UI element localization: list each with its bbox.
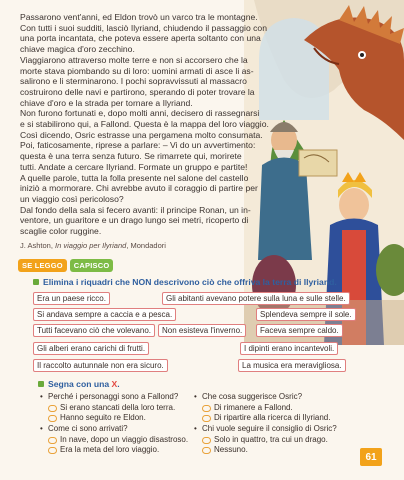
answer-option[interactable] <box>48 445 188 455</box>
checkbox-oval-icon[interactable] <box>202 405 211 412</box>
option-text: Di ripartire alla ricerca di Ilyriand. <box>214 413 331 422</box>
question-column-right <box>194 392 337 455</box>
instruction-mark: X <box>111 379 118 389</box>
answer-option[interactable] <box>48 435 188 445</box>
exercise2-instruction <box>38 379 120 389</box>
badge-se-leggo: SE LEGGO <box>18 259 67 272</box>
exercise1-instruction-text: Elimina i riquadri che NON descrivono ciò che offriva la terra di Ilyriand. <box>43 277 337 287</box>
sentence-box[interactable]: Si andava sempre a caccia e a pesca. <box>33 308 176 321</box>
checkbox-oval-icon[interactable] <box>48 447 57 454</box>
answer-option[interactable] <box>202 445 337 455</box>
checkbox-oval-icon[interactable] <box>202 447 211 454</box>
sentence-box[interactable]: Gli abitanti avevano potere sulla luna e sulle stelle. <box>162 292 350 305</box>
option-text: In nave, dopo un viaggio disastroso. <box>60 435 189 444</box>
answer-option[interactable] <box>202 435 337 445</box>
sentence-box[interactable]: La musica era meravigliosa. <box>238 359 346 372</box>
instruction-prefix: Segna con una <box>48 379 112 389</box>
answer-option[interactable] <box>202 403 337 413</box>
instruction-suffix: . <box>117 379 120 389</box>
option-text: Nessuno. <box>214 445 248 454</box>
option-text: Di rimanere a Fallond. <box>214 403 293 412</box>
question: • Come ci sono arrivati? <box>40 424 188 434</box>
option-text: Hanno seguito re Eldon. <box>60 413 146 422</box>
question: • Perché i personaggi sono a Fallond? <box>40 392 188 402</box>
checkbox-oval-icon[interactable] <box>48 415 57 422</box>
option-text: Solo in quattro, tra cui un drago. <box>214 435 328 444</box>
green-square-icon <box>38 381 44 387</box>
badge-capisco: CAPISCO <box>70 259 114 272</box>
sentence-box[interactable]: I dipinti erano incantevoli. <box>240 342 338 355</box>
answer-option[interactable] <box>48 403 188 413</box>
sentence-box[interactable]: Il raccolto autunnale non era sicuro. <box>33 359 168 372</box>
exercise2-instruction-text <box>48 379 120 389</box>
sentence-box[interactable]: Era un paese ricco. <box>33 292 110 305</box>
option-text: Si erano stancati della loro terra. <box>60 403 176 412</box>
checkbox-oval-icon[interactable] <box>202 415 211 422</box>
credit-publisher: , Mondadori <box>126 240 166 250</box>
checkbox-oval-icon[interactable] <box>202 437 211 444</box>
answer-option[interactable] <box>202 413 337 423</box>
option-text: Era la meta del loro viaggio. <box>60 445 160 454</box>
sentence-box[interactable]: Non esisteva l'inverno. <box>158 324 246 337</box>
sentence-box[interactable]: Splendeva sempre il sole. <box>256 308 356 321</box>
section-badges <box>18 259 113 272</box>
page-number: 61 <box>360 448 382 466</box>
question: • Che cosa suggerisce Osric? <box>194 392 337 402</box>
story-text-block <box>20 12 330 251</box>
credit-author: J. Ashton, <box>20 240 56 250</box>
answer-option[interactable] <box>48 413 188 423</box>
checkbox-oval-icon[interactable] <box>48 405 57 412</box>
credit-title: In viaggio per Ilyriand <box>55 240 127 250</box>
story-credit <box>20 241 330 252</box>
checkbox-oval-icon[interactable] <box>48 437 57 444</box>
question: • Chi vuole seguire il consiglio di Osric? <box>194 424 337 434</box>
question-column-left <box>40 392 188 455</box>
exercise1-instruction <box>33 277 337 287</box>
story-text: Passarono vent'anni, ed Eldon trovò un varco tra le montagne. Con tutti i suoi sudditi, lasciò Ilyriand, chiudendo il passaggio con una porta incantata, che poteva essere aperta soltanto con una chiave magica d'oro zecchino. Viaggiarono attraverso molte terre e non si accorsero che la morte stava piombando su di loro: uomini armati di asce li as- salirono e li sterminarono. I pochi sopravvissuti al massacro costruirono delle navi e partirono, sperando di poter trovare la chiave d'oro e la strada per tornare a Ilyriand. Non furono fortunati e, dopo molti anni, decisero di rassegnarsi e si stabilirono qui, a Fallond. Questa è la mappa del loro viaggio. Così dicendo, Osric estrasse una pergamena molto consumata. Poi, faticosamente, riprese a parlare: – Vi do un avvertimento: questa è una terra senza futuro. Se rimarrete qui, morirete tutti. Andate a cercare Ilyriand. Formate un gruppo e partite! A quelle parole, tutta la folla presente nel salone del castello iniziò a mormorare. Chi avrebbe avuto il coraggio di partire per un viaggio così pericoloso? Dal fondo della sala si fecero avanti: il principe Ronan, un in- ventore, un guaritore e un drago lungo sei metri, ricoperto di scaglie color ruggine. <box>20 12 269 237</box>
green-square-icon <box>33 279 39 285</box>
sentence-box[interactable]: Faceva sempre caldo. <box>256 324 343 337</box>
sentence-box[interactable]: Tutti facevano ciò che volevano. <box>33 324 155 337</box>
sentence-box[interactable]: Gli alberi erano carichi di frutti. <box>33 342 149 355</box>
